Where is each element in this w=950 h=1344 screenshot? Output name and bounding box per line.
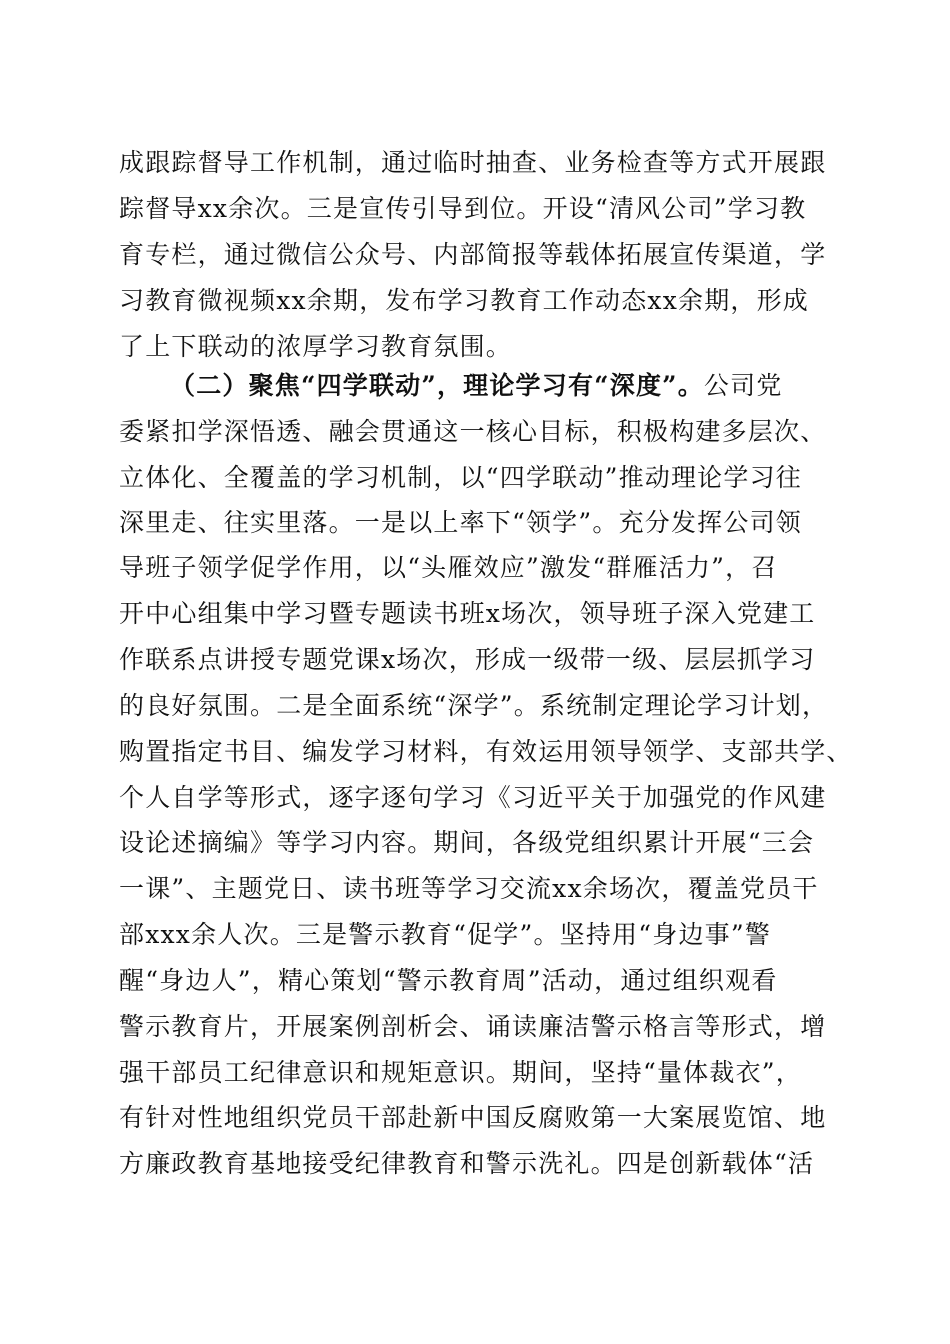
section-heading-line bbox=[170, 366, 831, 406]
text-line: 强干部员工纪律意识和规矩意识。期间，坚持“量体裁衣”， bbox=[119, 1058, 802, 1087]
section-heading: （二）聚焦“四学联动”，理论学习有“深度”。 bbox=[170, 371, 704, 400]
text-line: 成跟踪督导工作机制，通过临时抽查、业务检查等方式开展跟 bbox=[119, 148, 827, 177]
text-line: 设论述摘编》等学习内容。期间，各级党组织累计开展“三会 bbox=[119, 828, 815, 857]
text-line: 踪督导xx余次。三是宣传引导到位。开设“清风公司”学习教 bbox=[119, 194, 807, 223]
text-line: 作联系点讲授专题党课x场次，形成一级带一级、层层抓学习 bbox=[119, 645, 816, 674]
text-line: 开中心组集中学习暨专题读书班x场次，领导班子深入党建工 bbox=[119, 599, 816, 628]
section-heading-continuation: 公司党 bbox=[703, 371, 783, 400]
text-line: 习教育微视频xx余期，发布学习教育工作动态xx余期，形成 bbox=[119, 286, 809, 315]
text-line: 导班子领学促学作用，以“头雁效应”激发“群雁活力”，召 bbox=[119, 553, 778, 582]
text-line: 购置指定书目、编发学习材料，有效运用领导领学、支部共学、 bbox=[119, 737, 853, 766]
text-line: 的良好氛围。二是全面系统“深学”。系统制定理论学习计划， bbox=[119, 691, 829, 720]
text-line: 深里走、往实里落。一是以上率下“领学”。充分发挥公司领 bbox=[119, 508, 802, 537]
text-line: 有针对性地组织党员干部赴新中国反腐败第一大案展览馆、地 bbox=[119, 1103, 827, 1132]
text-line: 方廉政教育基地接受纪律教育和警示洗礼。四是创新载体“活 bbox=[119, 1149, 815, 1178]
text-line: 部xxx余人次。三是警示教育“促学”。坚持用“身边事”警 bbox=[119, 920, 772, 949]
text-line: 一课”、主题党日、读书班等学习交流xx余场次，覆盖党员干 bbox=[119, 874, 819, 903]
text-line: 醒“身边人”，精心策划“警示教育周”活动，通过组织观看 bbox=[119, 966, 778, 995]
text-line: 育专栏，通过微信公众号、内部简报等载体拓展宣传渠道，学 bbox=[119, 240, 827, 269]
text-line: 立体化、全覆盖的学习机制，以“四学联动”推动理论学习往 bbox=[119, 463, 802, 492]
text-line: 个人自学等形式，逐字逐句学习《习近平关于加强党的作风建 bbox=[119, 783, 827, 812]
text-line: 了上下联动的浓厚学习教育氛围。 bbox=[119, 332, 513, 361]
text-line: 委紧扣学深悟透、融会贯通这一核心目标，积极构建多层次、 bbox=[119, 417, 827, 446]
text-line: 警示教育片，开展案例剖析会、诵读廉洁警示格言等形式，增 bbox=[119, 1012, 827, 1041]
